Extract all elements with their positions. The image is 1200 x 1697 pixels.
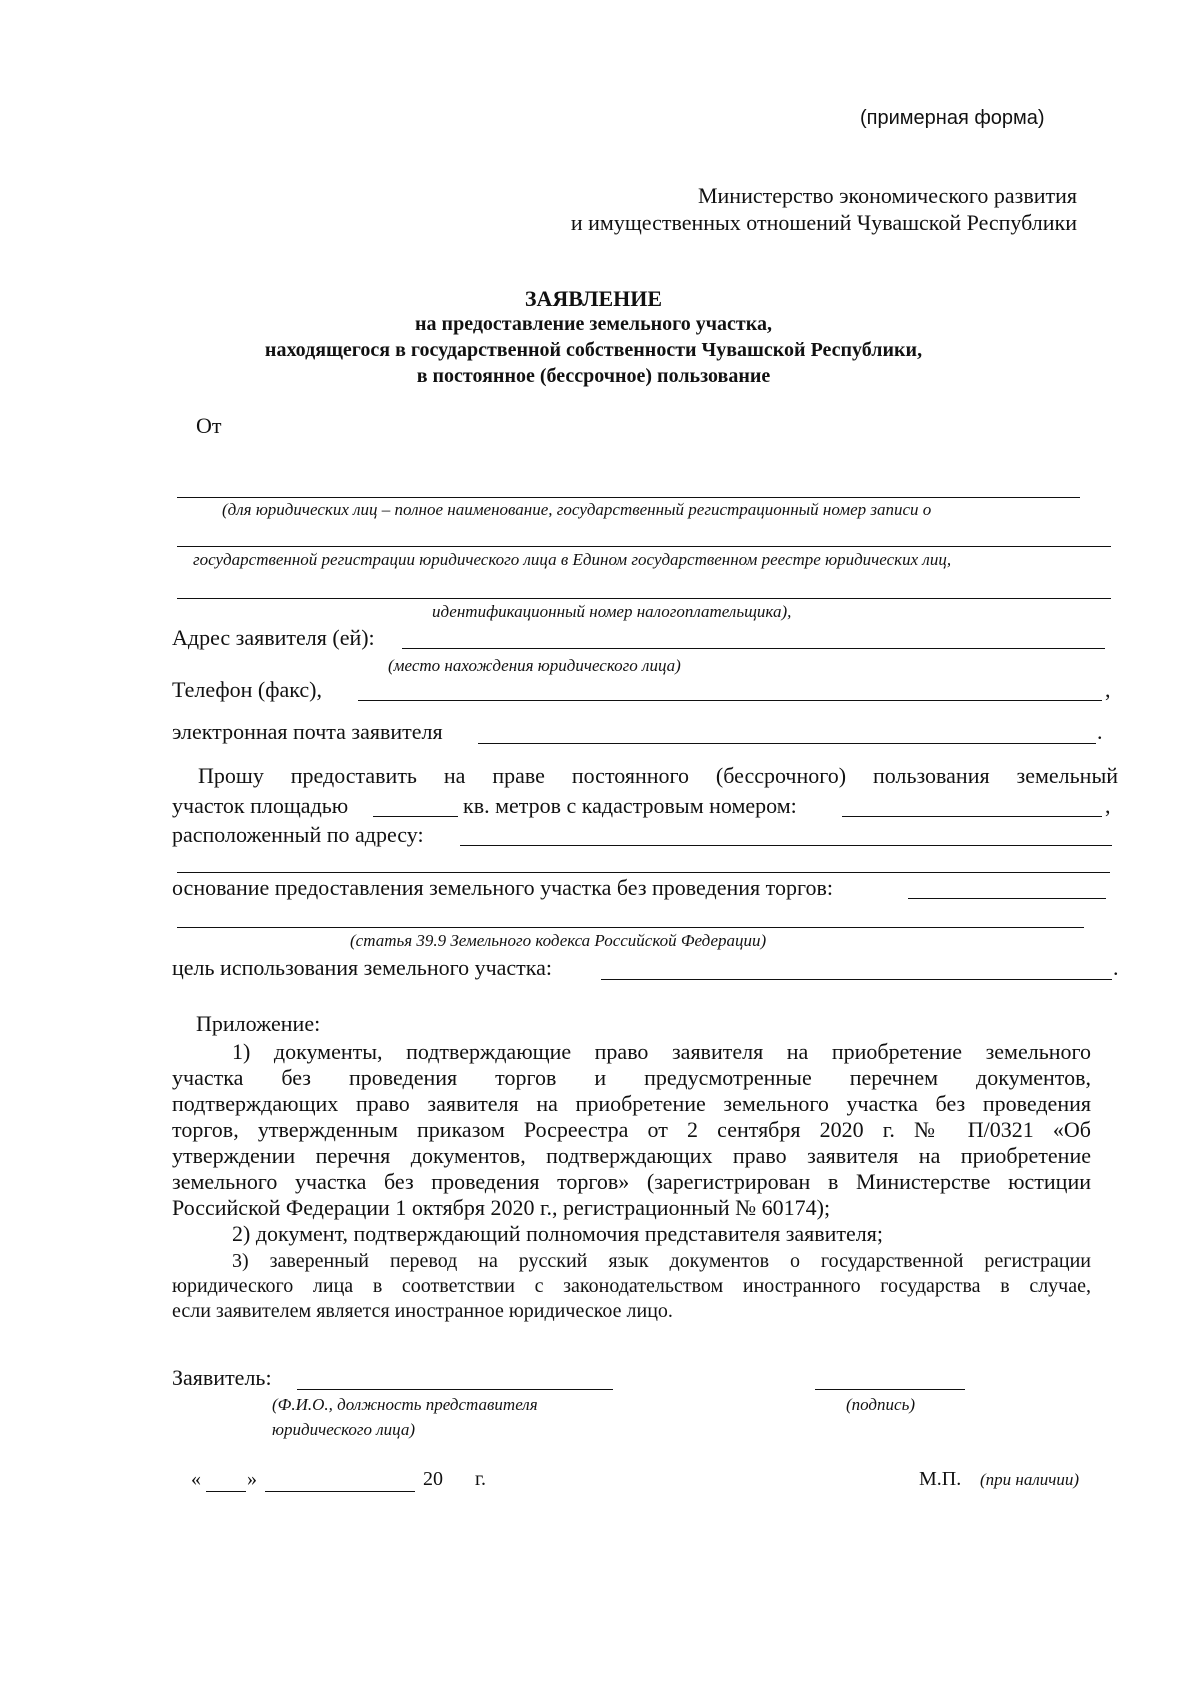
area-input-line[interactable] (373, 816, 458, 817)
from-label: От (196, 413, 222, 438)
address-label: Адрес заявителя (ей): (172, 625, 375, 650)
hint-location: (место нахождения юридического лица) (388, 656, 681, 675)
document-subtitle-2: находящегося в государственной собственности Чувашской Республики, (264, 339, 923, 361)
address-input-line[interactable] (402, 648, 1105, 649)
purpose-label: цель использования земельного участка: (172, 955, 553, 980)
hint-legal-name: (для юридических лиц – полное наименование, государственный регистрационный номер записи о (222, 500, 932, 519)
basis-input-line-2[interactable] (177, 927, 1084, 928)
applicant-name-line-2[interactable] (177, 546, 1111, 547)
attachment-2: 2) документ, подтверждающий полномочия представителя заявителя; (232, 1221, 884, 1246)
date-close-quote: » (247, 1468, 257, 1490)
date-year-suffix: г. (475, 1468, 486, 1490)
stamp-hint: (при наличии) (980, 1470, 1080, 1489)
applicant-signature-label: Заявитель: (172, 1365, 272, 1390)
plot-address-input-line-2[interactable] (177, 872, 1110, 873)
phone-input-line[interactable] (358, 700, 1102, 701)
cadastral-comma: , (1105, 793, 1111, 818)
attachment-3-line-3: если заявителем является иностранное юридическое лицо. (172, 1300, 673, 1322)
hint-signature: (подпись) (846, 1395, 915, 1414)
request-line-1: Прошу предоставить на праве постоянного (бессрочного) пользования земельный (198, 763, 1118, 788)
date-month-input-line[interactable] (265, 1491, 415, 1492)
recipient-line-2: и имущественных отношений Чувашской Республики (570, 210, 1077, 235)
plot-address-input-line[interactable] (460, 845, 1112, 846)
recipient-line-1: Министерство экономического развития (697, 183, 1077, 208)
attachment-1-line-4: торгов, утвержденным приказом Росреестра от 2 сентября 2020 г. № П/0321 «Об (172, 1117, 1091, 1142)
basis-input-line[interactable] (908, 898, 1106, 899)
hint-fio-line-2: юридического лица) (272, 1420, 416, 1439)
cadastral-label: кв. метров с кадастровым номером: (463, 793, 797, 818)
attachment-1-line-6: земельного участка без проведения торгов» (зарегистрирован в Министерстве юстиции (172, 1169, 1091, 1194)
area-label: участок площадью (172, 793, 349, 818)
document-subtitle-1: на предоставление земельного участка, (415, 313, 772, 335)
purpose-input-line[interactable] (601, 979, 1112, 980)
email-input-line[interactable] (478, 743, 1096, 744)
applicant-name-line-1[interactable] (177, 497, 1080, 498)
date-day-input-line[interactable] (206, 1491, 246, 1492)
plot-address-label: расположенный по адресу: (172, 822, 424, 847)
phone-label: Телефон (факс), (172, 677, 322, 702)
applicant-name-line-3[interactable] (177, 598, 1111, 599)
document-subtitle-3: в постоянное (бессрочное) пользование (416, 365, 771, 387)
email-label: электронная почта заявителя (172, 719, 443, 744)
hint-article: (статья 39.9 Земельного кодекса Российской Федерации) (350, 931, 767, 950)
attachment-1-line-1: 1) документы, подтверждающие право заявителя на приобретение земельного (232, 1039, 1091, 1064)
hint-tax-id: идентификационный номер налогоплательщика), (432, 602, 792, 621)
applicant-fio-input-line[interactable] (297, 1389, 613, 1390)
attachment-1-line-3: подтверждающих право заявителя на приобретение земельного участка без проведения (172, 1091, 1091, 1116)
cadastral-input-line[interactable] (842, 816, 1102, 817)
attachments-heading: Приложение: (196, 1011, 321, 1036)
hint-fio-line-1: (Ф.И.О., должность представителя (272, 1395, 538, 1414)
date-open-quote: « (191, 1468, 201, 1490)
attachment-1-line-7: Российской Федерации 1 октября 2020 г., регистрационный № 60174); (172, 1195, 831, 1220)
purpose-period: . (1113, 955, 1119, 980)
attachment-1-line-2: участка без проведения торгов и предусмотренные перечнем документов, (172, 1065, 1091, 1090)
phone-comma: , (1105, 677, 1111, 702)
form-type-label: (примерная форма) (860, 107, 1045, 129)
signature-input-line[interactable] (815, 1389, 965, 1390)
date-year-prefix: 20 (423, 1468, 443, 1490)
attachment-1-line-5: утверждении перечня документов, подтверждающих право заявителя на приобретение (172, 1143, 1091, 1168)
document-title: ЗАЯВЛЕНИЕ (524, 286, 663, 311)
email-period: . (1097, 719, 1103, 744)
attachment-3-line-1: 3) заверенный перевод на русский язык документов о государственной регистрации (232, 1250, 1091, 1272)
basis-label: основание предоставления земельного участка без проведения торгов: (172, 875, 833, 900)
attachment-3-line-2: юридического лица в соответствии с законодательством иностранного государства в случае, (172, 1275, 1091, 1297)
stamp-label: М.П. (919, 1468, 962, 1490)
hint-legal-registration: государственной регистрации юридического лица в Едином государственном реестре юридических лиц, (193, 550, 952, 569)
